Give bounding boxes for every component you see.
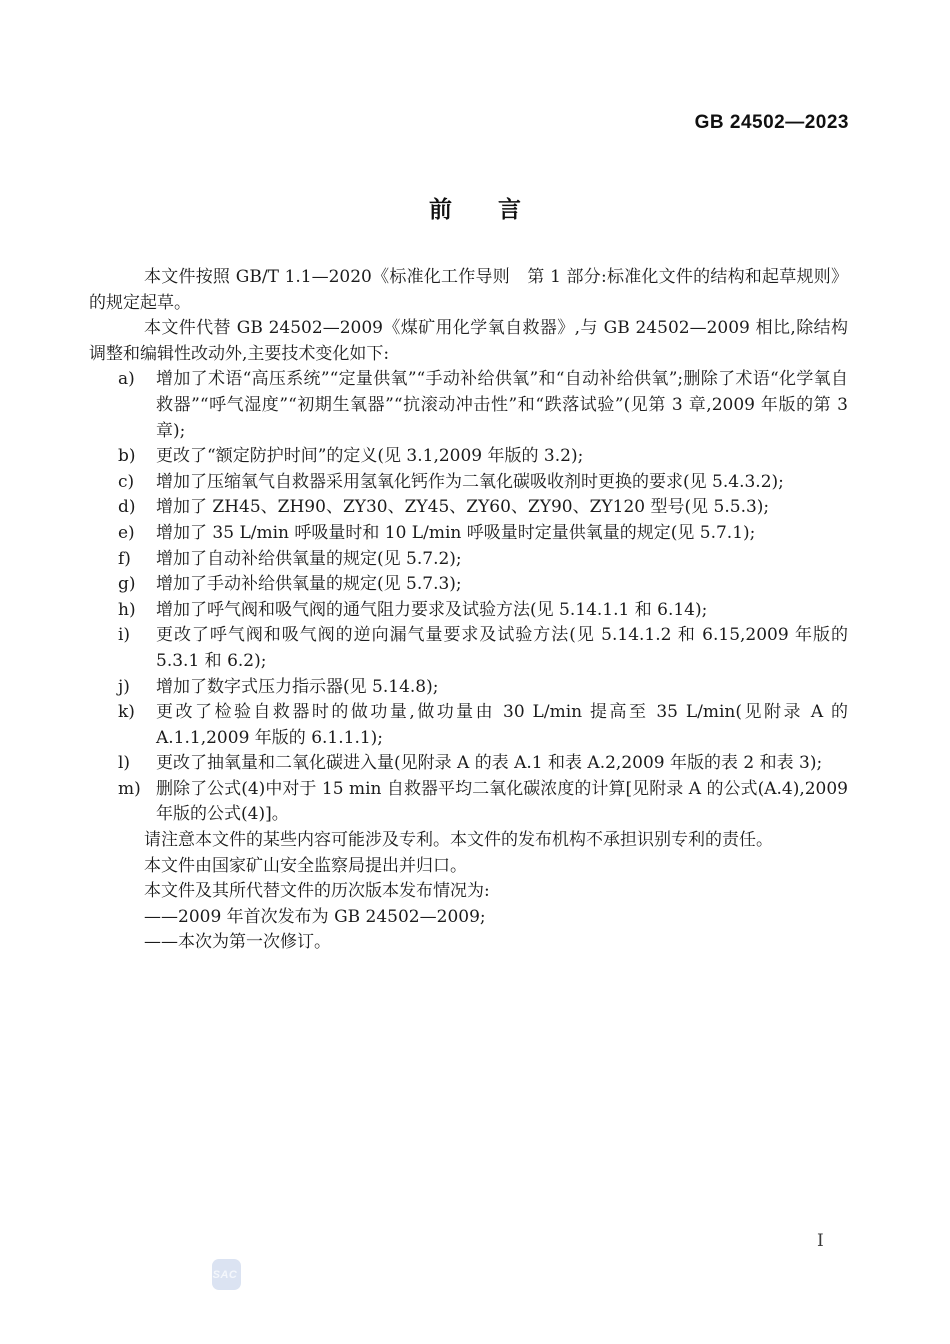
change-item-label: e) — [118, 522, 135, 543]
change-item — [89, 623, 848, 674]
history-item: ——本次为第一次修订。 — [144, 932, 331, 953]
change-item-label: b) — [118, 446, 136, 467]
standard-number: GB 24502—2023 — [694, 112, 849, 133]
change-item — [89, 675, 848, 701]
change-item — [89, 367, 848, 444]
change-item-text: 增加了 35 L/min 呼吸量时和 10 L/min 呼吸量时定量供氧量的规定(见 5.7.1); — [156, 522, 756, 543]
change-item-label: h) — [118, 599, 136, 620]
change-item-label: g) — [118, 574, 136, 595]
change-item-label: j) — [118, 676, 130, 697]
change-item-text: 增加了数字式压力指示器(见 5.14.8); — [156, 676, 439, 697]
change-item — [89, 521, 848, 547]
intro-paragraph: 本文件代替 GB 24502—2009《煤矿用化学氧自救器》,与 GB 24502—2009 相比,除结构调整和编辑性改动外,主要技术变化如下: — [89, 318, 848, 364]
change-item-text: 增加了手动补给供氧量的规定(见 5.7.3); — [156, 574, 462, 595]
change-item — [89, 572, 848, 598]
change-item — [89, 470, 848, 496]
intro-paragraph: 本文件按照 GB/T 1.1—2020《标准化工作导则 第 1 部分:标准化文件的结构和起草规则》的规定起草。 — [89, 267, 848, 313]
sac-watermark-logo — [212, 1259, 241, 1290]
change-item — [89, 598, 848, 624]
issuing-body: 本文件由国家矿山安全监察局提出并归口。 — [144, 855, 467, 876]
change-item-text: 增加了 ZH45、ZH90、ZY30、ZY45、ZY60、ZY90、ZY120 型号(见 5.5.3); — [156, 497, 770, 518]
change-item-label: m) — [118, 778, 141, 799]
change-item-label: f) — [118, 548, 131, 569]
change-item-label: c) — [118, 471, 135, 492]
change-item — [89, 751, 848, 777]
change-item — [89, 700, 848, 751]
history-item: ——2009 年首次发布为 GB 24502—2009; — [144, 906, 486, 927]
change-item-text: 更改了呼气阀和吸气阀的逆向漏气量要求及试验方法(见 5.14.1.2 和 6.15,2009 年版的 5.3.1 和 6.2); — [156, 625, 848, 671]
change-item-text: 更改了“额定防护时间”的定义(见 3.1,2009 年版的 3.2); — [156, 446, 584, 467]
change-item-label: a) — [118, 369, 135, 390]
sac-watermark-text: SAC — [212, 1268, 238, 1281]
change-item-label: d) — [118, 497, 136, 518]
change-item — [89, 495, 848, 521]
change-item-text: 更改了检验自救器时的做功量,做功量由 30 L/min 提高至 35 L/min(见附录 A 的 A.1.1,2009 年版的 6.1.1.1); — [156, 702, 848, 748]
change-item — [89, 547, 848, 573]
history-intro: 本文件及其所代替文件的历次版本发布情况为: — [144, 881, 490, 902]
change-item-text: 增加了压缩氧气自救器采用氢氧化钙作为二氧化碳吸收剂时更换的要求(见 5.4.3.2); — [156, 471, 784, 492]
change-item — [89, 777, 848, 828]
change-item-text: 增加了呼气阀和吸气阀的通气阻力要求及试验方法(见 5.14.1.1 和 6.14); — [156, 599, 708, 620]
change-item-text: 增加了自动补给供氧量的规定(见 5.7.2); — [156, 548, 462, 569]
change-list — [89, 367, 848, 828]
change-item — [89, 444, 848, 470]
foreword-body — [89, 265, 848, 956]
change-item-text: 删除了公式(4)中对于 15 min 自救器平均二氧化碳浓度的计算[见附录 A 的公式(A.4),2009 年版的公式(4)]。 — [156, 778, 848, 825]
change-item-label: l) — [118, 753, 131, 774]
change-item-label: i) — [118, 625, 131, 646]
page-number: I — [817, 1231, 824, 1251]
change-item-text: 增加了术语“高压系统”“定量供氧”“手动补给供氧”和“自动补给供氧”;删除了术语“化学氧自救器”“呼气湿度”“初期生氧器”“抗滚动冲击性”和“跌落试验”(见第 3 章,2009 年版的第 3 章); — [156, 369, 848, 441]
change-item-label: k) — [118, 702, 135, 723]
patent-notice: 请注意本文件的某些内容可能涉及专利。本文件的发布机构不承担识别专利的责任。 — [144, 830, 773, 851]
change-item-text: 更改了抽氧量和二氧化碳进入量(见附录 A 的表 A.1 和表 A.2,2009 年版的表 2 和表 3); — [156, 753, 823, 774]
page-title: 前 言 — [429, 197, 521, 223]
